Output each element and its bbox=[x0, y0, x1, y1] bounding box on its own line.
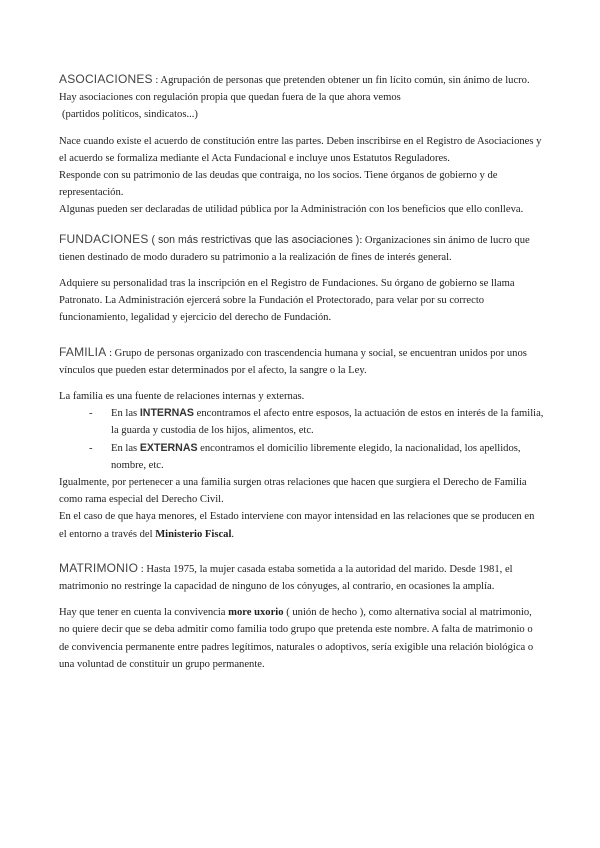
asociaciones-heading: ASOCIACIONES bbox=[59, 72, 153, 86]
familia-definition: : Grupo de personas organizado con trascendencia humana y social, se encuentran unidos por unos vínculos que pueden estar determinados por el afecto, la sangre o la Ley. bbox=[59, 347, 527, 376]
section-matrimonio bbox=[59, 560, 544, 673]
familia-intro: La familia es una fuente de relaciones internas y externas. bbox=[59, 391, 305, 403]
more-uxorio-term: more uxorio bbox=[228, 607, 284, 619]
matrimonio-definition-paragraph bbox=[59, 560, 544, 595]
familia-paragraph-2: En el caso de que haya menores, el Estado interviene con mayor intensidad en las relaciones que se producen en el entorno a través del Ministerio Fiscal. bbox=[59, 511, 535, 540]
section-familia bbox=[59, 344, 544, 543]
list-item: - En las INTERNAS encontramos el afecto entre esposos, la actuación de estos en interés de la familia, la guarda y custodia de los hijos, alimentos, etc. bbox=[89, 405, 544, 439]
internas-term: INTERNAS bbox=[139, 407, 194, 420]
asociaciones-definition-paragraph bbox=[59, 71, 544, 106]
matrimonio-paragraph-1: Hay que tener en cuenta la convivencia more uxorio ( unión de hecho ), como alternativa social al matrimonio, no quiere decir que se deba admitir como familia todo grupo que pretenda este nombre. A falta de matrimonio o de convivencia permanente entre padres legítimos, naturales o adoptivos, sería exigible una relación biológica o una voluntad de constituir un grupo permanente. bbox=[59, 607, 534, 670]
fundaciones-paragraph-1: Adquiere su personalidad tras la inscripción en el Registro de Fundaciones. Su órgano de gobierno se llama Patronato. La Administración ejercerá sobre la Fundación el Protectorado, para velar por su correcto funcionamiento, legalidad y ejercicio del derecho de Fundación. bbox=[59, 278, 515, 324]
familia-paragraph-1: Igualmente, por pertenecer a una familia surgen otras relaciones que hacen que surgiera el Derecho de Familia como rama especial del Derecho Civil. bbox=[59, 477, 527, 506]
fundaciones-definition-paragraph bbox=[59, 231, 544, 266]
asociaciones-parenthetical: (partidos políticos, sindicatos...) bbox=[62, 109, 198, 121]
matrimonio-definition: : Hasta 1975, la mujer casada estaba sometida a la autoridad del marido. Desde 1981, el matrimonio no restringe la capacidad de ninguno de los cónyuges, al contrario, en ocasiones la amplía. bbox=[59, 563, 513, 593]
familia-definition-paragraph bbox=[59, 344, 544, 379]
matrimonio-heading: MATRIMONIO bbox=[59, 560, 139, 575]
familia-heading: FAMILIA bbox=[59, 344, 107, 359]
asociaciones-paragraph-2: Responde con su patrimonio de las deudas que contraiga, no los socios. Tiene órganos de gobierno y de representación. bbox=[59, 170, 498, 199]
section-asociaciones bbox=[59, 71, 544, 219]
fundaciones-note: ( son más restrictivas que las asociaciones ) bbox=[148, 233, 360, 246]
externas-term: EXTERNAS bbox=[139, 441, 198, 454]
asociaciones-paragraph-1: Nace cuando existe el acuerdo de constitución entre las partes. Deben inscribirse en el Registro de Asociaciones y el acuerdo se formaliza mediante el Acta Fundacional e incluye unos Estatutos Reguladores. bbox=[59, 135, 542, 164]
fundaciones-heading: FUNDACIONES bbox=[59, 231, 149, 246]
section-fundaciones bbox=[59, 231, 544, 327]
familia-relations-list bbox=[59, 405, 544, 474]
asociaciones-paragraph-3: Algunas pueden ser declaradas de utilidad pública por la Administración con los beneficios que ello conlleva. bbox=[59, 204, 524, 216]
ministerio-fiscal-term: Ministerio Fiscal bbox=[155, 528, 232, 540]
list-item: - En las EXTERNAS encontramos el domicilio libremente elegido, la nacionalidad, los apellidos, nombre, etc. bbox=[89, 440, 544, 474]
fundaciones-definition: : Organizaciones sin ánimo de lucro que tienen destinado de modo duradero su patrimonio a la realización de fines de interés general. bbox=[59, 234, 530, 263]
asociaciones-definition: : Agrupación de personas que pretenden obtener un fin lícito común, sin ánimo de lucro. Hay asociaciones con regulación propia que quedan fuera de la que ahora vemos bbox=[59, 75, 530, 104]
